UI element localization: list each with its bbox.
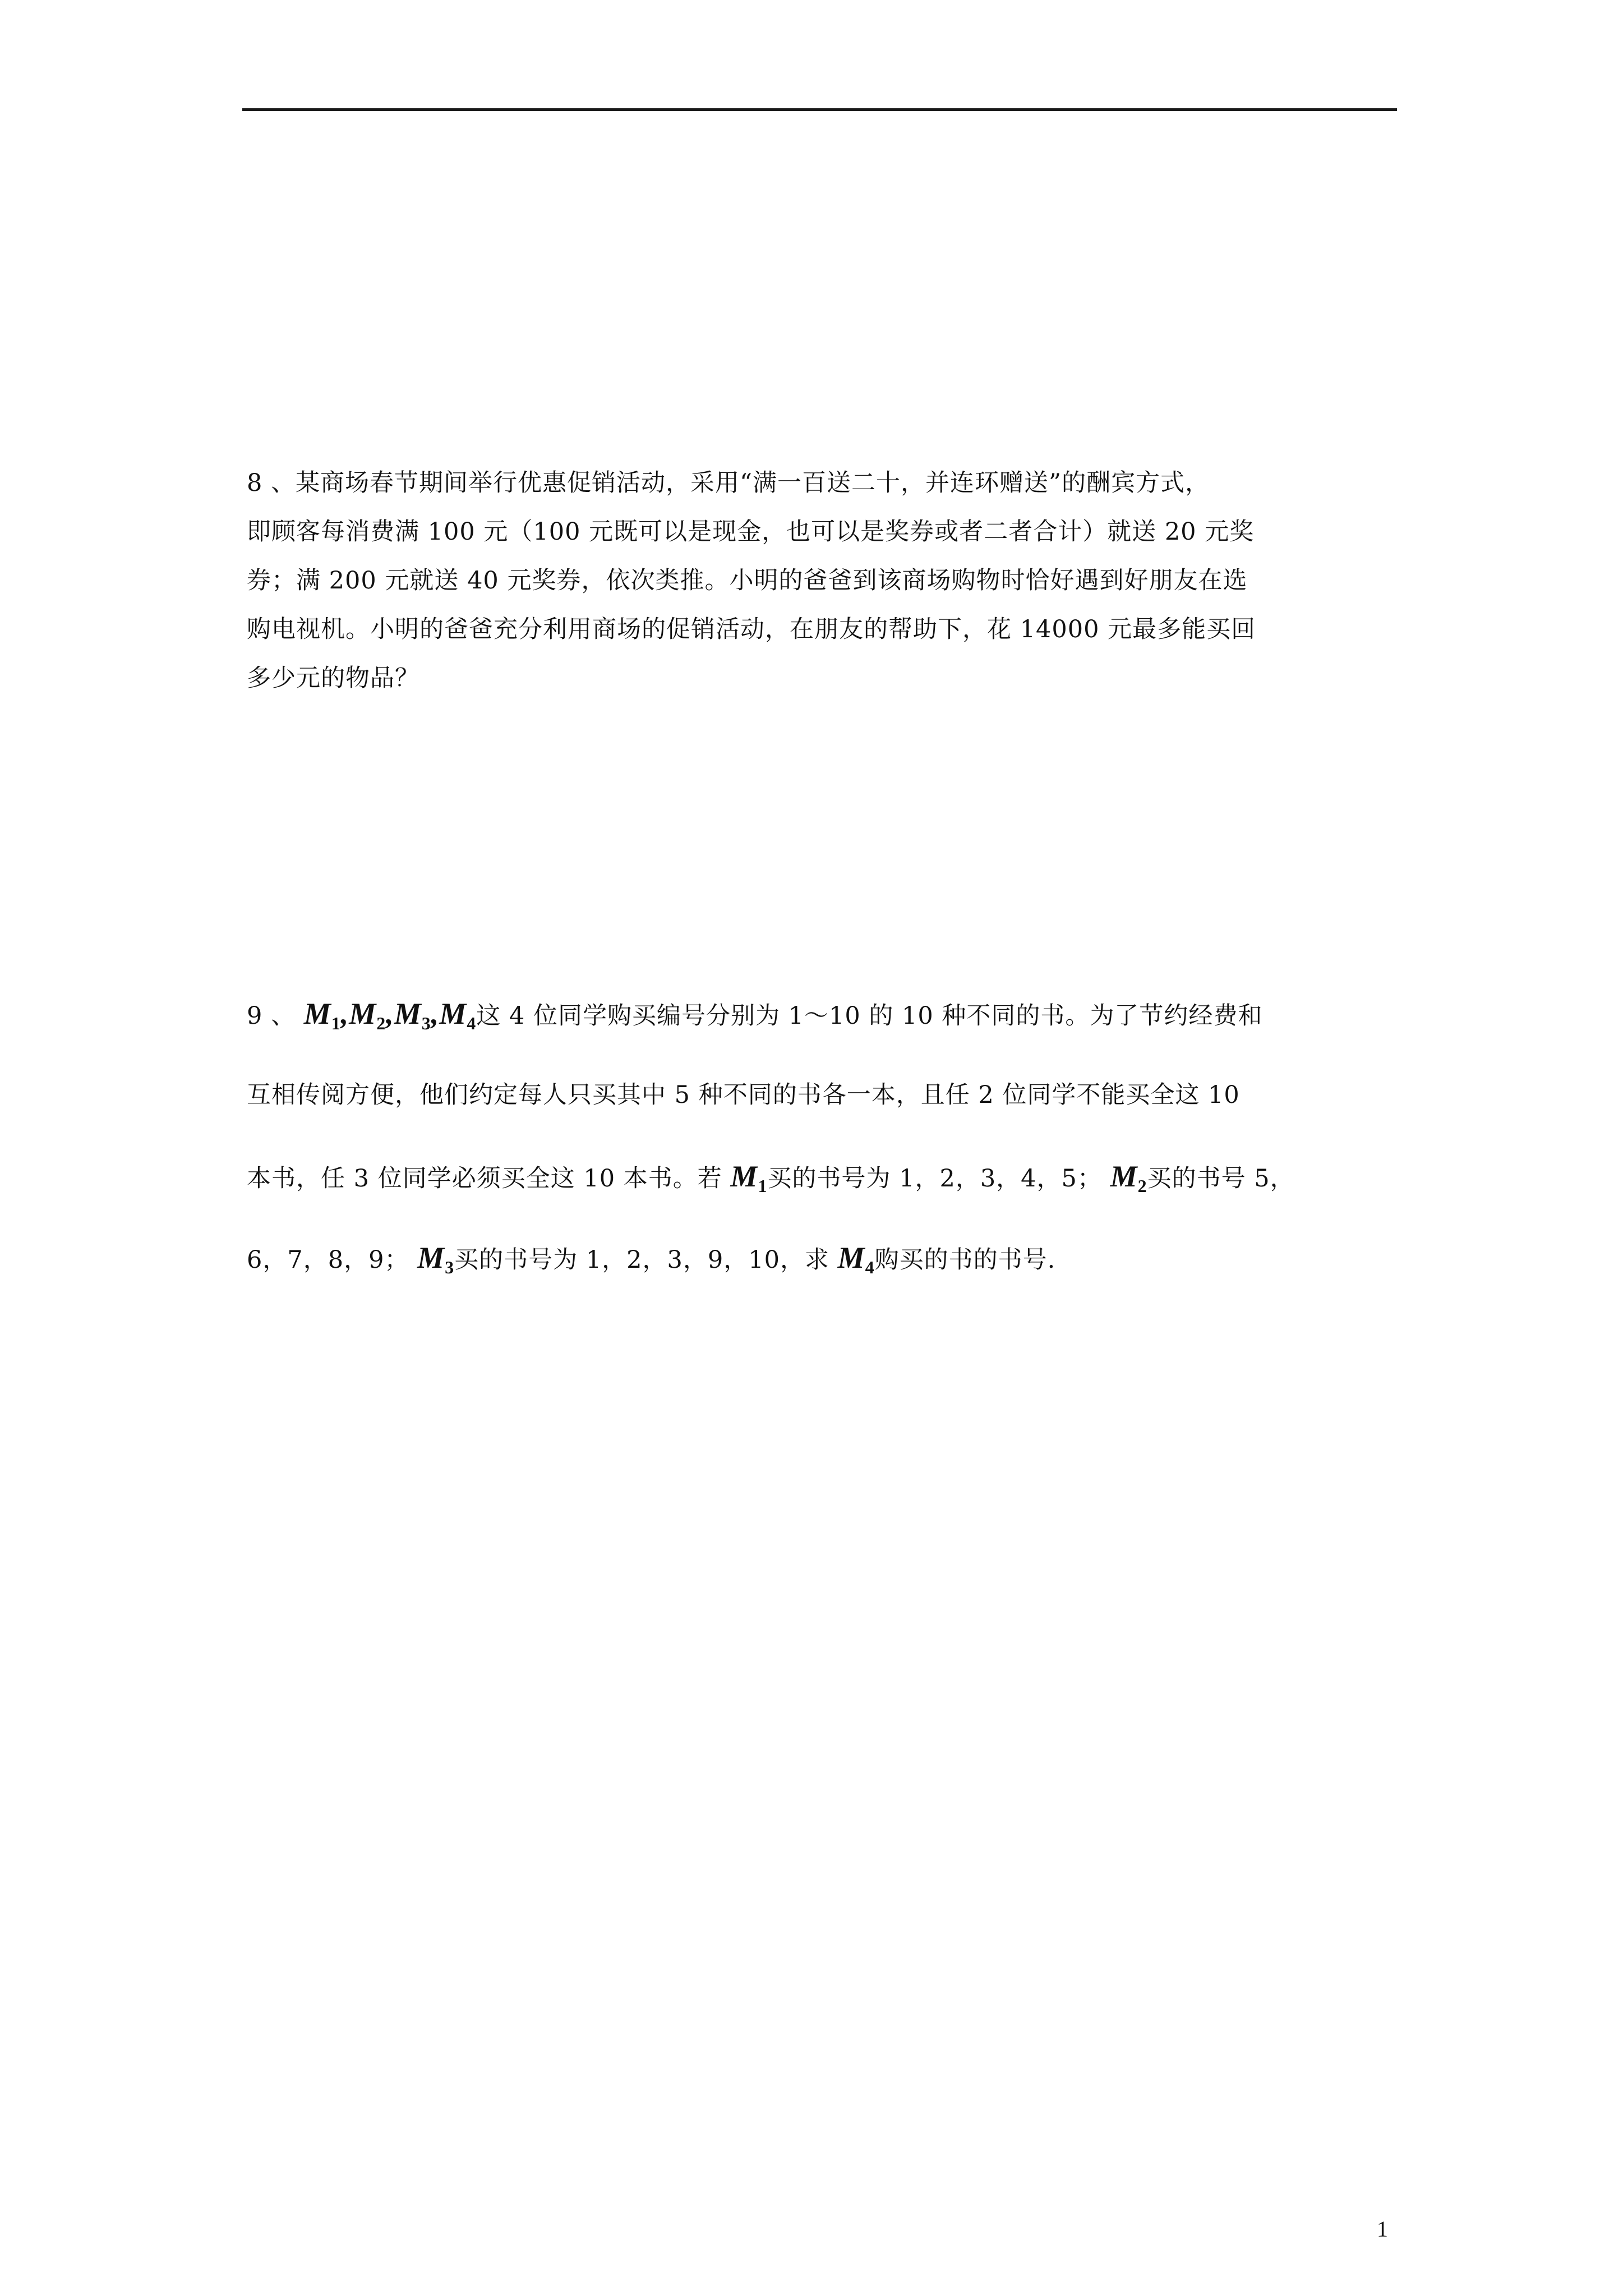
- math-m4: $M_4$: [837, 1241, 875, 1277]
- problem-8-line-1: 8 、某商场春节期间举行优惠促销活动，采用“满一百送二十，并连环赠送”的酬宾方式，: [247, 469, 1210, 497]
- problem-9-number: 9 、: [247, 1002, 296, 1030]
- problem-9-line-1-text: 这 4 位同学购买编号分别为 1～10 的 10 种不同的书。为了节约经费和: [476, 1002, 1263, 1030]
- problem-9-line-2: 互相传阅方便，他们约定每人只买其中 5 种不同的书各一本，且任 2 位同学不能买全这 10: [247, 1081, 1240, 1109]
- page-number: 1: [1377, 2216, 1388, 2242]
- math-m2: $M_2$: [349, 997, 386, 1033]
- math-m1: $M_1$: [730, 1159, 768, 1196]
- problem-9-line-3-text-b: 买的书号为 1，2，3，4，5；: [767, 1165, 1110, 1193]
- problem-9-line-1: [247, 984, 1391, 1066]
- problem-9-line-4-text-c: 购买的书的书号.: [874, 1246, 1056, 1274]
- math-comma: ,: [386, 997, 394, 1030]
- math-m4: $M_4$: [439, 997, 477, 1033]
- math-m1: $M_1$: [303, 997, 341, 1033]
- problem-8-line-5: 多少元的物品？: [247, 664, 419, 692]
- math-m3: $M_3$: [417, 1241, 455, 1277]
- problem-8-line-4: 购电视机。小明的爸爸充分利用商场的促销活动，在朋友的帮助下，花 14000 元最多能买回: [247, 615, 1256, 643]
- problem-8: [247, 459, 1391, 703]
- problem-8-line-2: 即顾客每消费满 100 元（100 元既可以是现金，也可以是奖券或者二者合计）就送 20 元奖: [247, 518, 1255, 546]
- problem-9-line-3-text-c: 买的书号 5，: [1147, 1165, 1295, 1193]
- problem-8-line-3: 券；满 200 元就送 40 元奖券，依次类推。小明的爸爸到该商场购物时恰好遇到好朋友在选: [247, 567, 1248, 595]
- math-comma: ,: [340, 997, 349, 1030]
- problem-9-line-3-text-a: 本书，任 3 位同学必须买全这 10 本书。若: [247, 1165, 731, 1193]
- math-comma: ,: [431, 997, 440, 1030]
- problem-9-line-4-text-b: 买的书号为 1，2，3，9，10，求: [454, 1246, 838, 1274]
- math-m2: $M_2$: [1110, 1159, 1147, 1196]
- problem-9-line-4-text-a: 6，7，8，9；: [247, 1246, 418, 1274]
- problem-9-line-4: [247, 1228, 1391, 1310]
- header-rule: [242, 108, 1397, 111]
- problem-9: [247, 984, 1391, 1310]
- math-m3: $M_3$: [394, 997, 431, 1033]
- problem-9-line-3: [247, 1147, 1391, 1228]
